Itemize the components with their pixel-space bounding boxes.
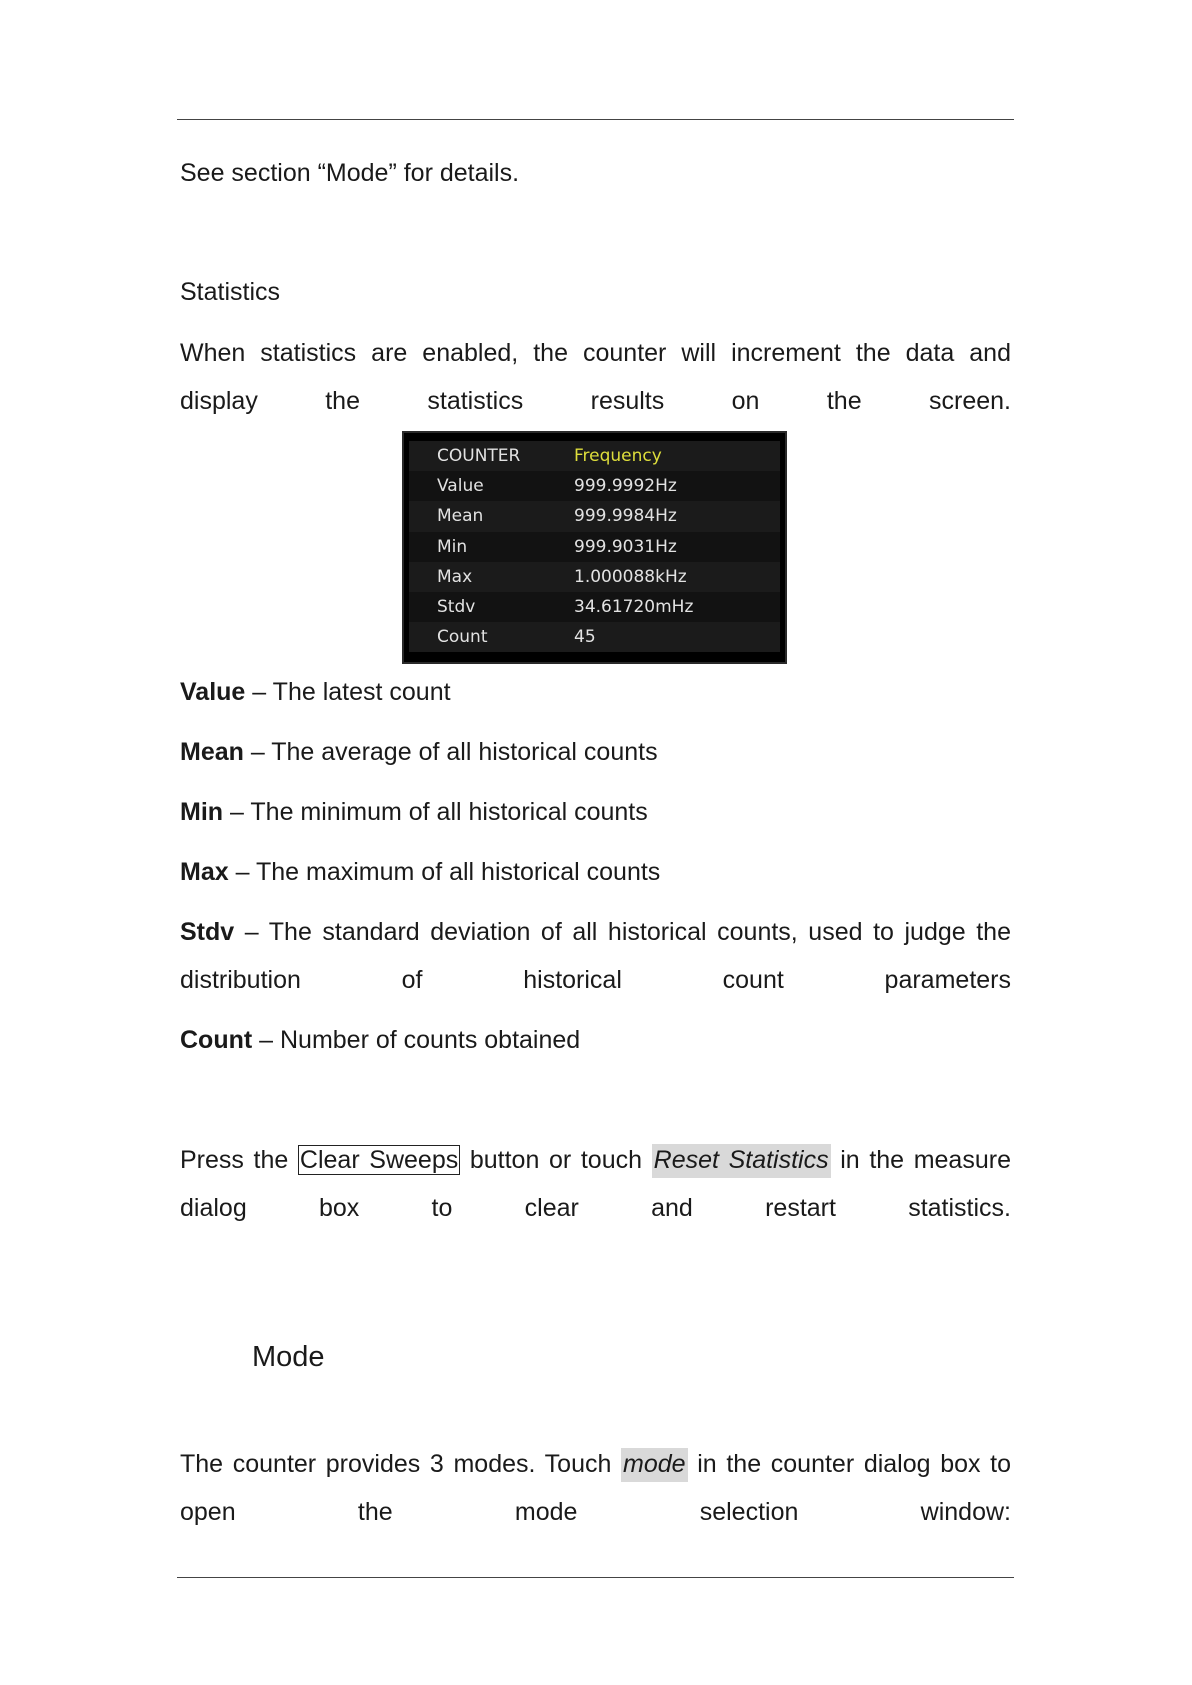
definition-term: Max xyxy=(180,858,229,886)
mode-heading: Mode xyxy=(252,1341,325,1373)
reset-statistics-softkey: Reset Statistics xyxy=(652,1144,831,1178)
counter-row-min xyxy=(409,532,780,562)
definition-term: Stdv xyxy=(180,918,235,946)
definition-text: – The latest count xyxy=(245,678,451,706)
counter-row-max xyxy=(409,562,780,592)
definition-term: Count xyxy=(180,1026,253,1054)
definition-mean xyxy=(180,728,1011,776)
counter-row-label: Count xyxy=(437,627,488,648)
counter-row-count xyxy=(409,622,780,652)
counter-row-reading: 1.000088kHz xyxy=(574,566,687,587)
definition-count xyxy=(180,1016,1011,1064)
definition-text: – The average of all historical counts xyxy=(243,738,658,766)
reset-text: Press the xyxy=(180,1146,298,1174)
mode-paragraph xyxy=(180,1440,1011,1536)
definition-max xyxy=(180,848,1011,896)
intro-text: See section “Mode” for details. xyxy=(180,159,520,187)
definition-term: Mean xyxy=(180,738,244,766)
definition-value xyxy=(180,668,1011,716)
reset-paragraph xyxy=(180,1136,1011,1232)
definition-stdv xyxy=(180,908,1011,1004)
counter-row-label: Value xyxy=(437,476,484,497)
mode-text: in the counter dialog box to open the mode selection window: xyxy=(180,1450,1012,1526)
counter-row-value xyxy=(409,471,780,501)
definition-term: Value xyxy=(180,678,246,706)
counter-row-reading: 45 xyxy=(574,627,596,648)
counter-header-value: Frequency xyxy=(574,446,662,467)
top-rule xyxy=(177,119,1014,120)
mode-softkey: mode xyxy=(621,1448,688,1482)
counter-header-row xyxy=(409,441,780,471)
counter-header-label: COUNTER xyxy=(437,446,521,467)
definition-text: – The minimum of all historical counts xyxy=(223,798,648,826)
counter-row-label: Min xyxy=(437,536,468,557)
counter-statistics-panel xyxy=(402,431,787,664)
definition-min xyxy=(180,788,1011,836)
clear-sweeps-key: Clear Sweeps xyxy=(299,1146,459,1174)
definition-term: Min xyxy=(180,798,224,826)
mode-text: The counter provides 3 modes. Touch xyxy=(180,1450,622,1478)
counter-row-mean xyxy=(409,501,780,531)
counter-row-reading: 999.9031Hz xyxy=(574,536,677,557)
counter-row-reading: 34.61720mHz xyxy=(574,597,694,618)
counter-row-stdv xyxy=(409,592,780,622)
statistics-paragraph: When statistics are enabled, the counter will increment the data and display the statistics results on the screen. xyxy=(180,339,1011,415)
reset-text: in the measure dialog box to clear and restart statistics. xyxy=(180,1146,1011,1222)
counter-row-reading: 999.9992Hz xyxy=(574,476,677,497)
bottom-rule xyxy=(177,1577,1014,1578)
reset-text: button or touch xyxy=(460,1146,652,1174)
counter-row-label: Max xyxy=(437,566,473,587)
counter-row-reading: 999.9984Hz xyxy=(574,506,677,527)
definition-text: – The maximum of all historical counts xyxy=(228,858,661,886)
statistics-heading: Statistics xyxy=(180,278,281,306)
counter-row-label: Mean xyxy=(437,506,484,527)
definition-text: – Number of counts obtained xyxy=(252,1026,581,1054)
counter-row-label: Stdv xyxy=(437,597,476,618)
definition-text: – The standard deviation of all historical counts, used to judge the distribution of historical count parameters xyxy=(180,918,1011,994)
